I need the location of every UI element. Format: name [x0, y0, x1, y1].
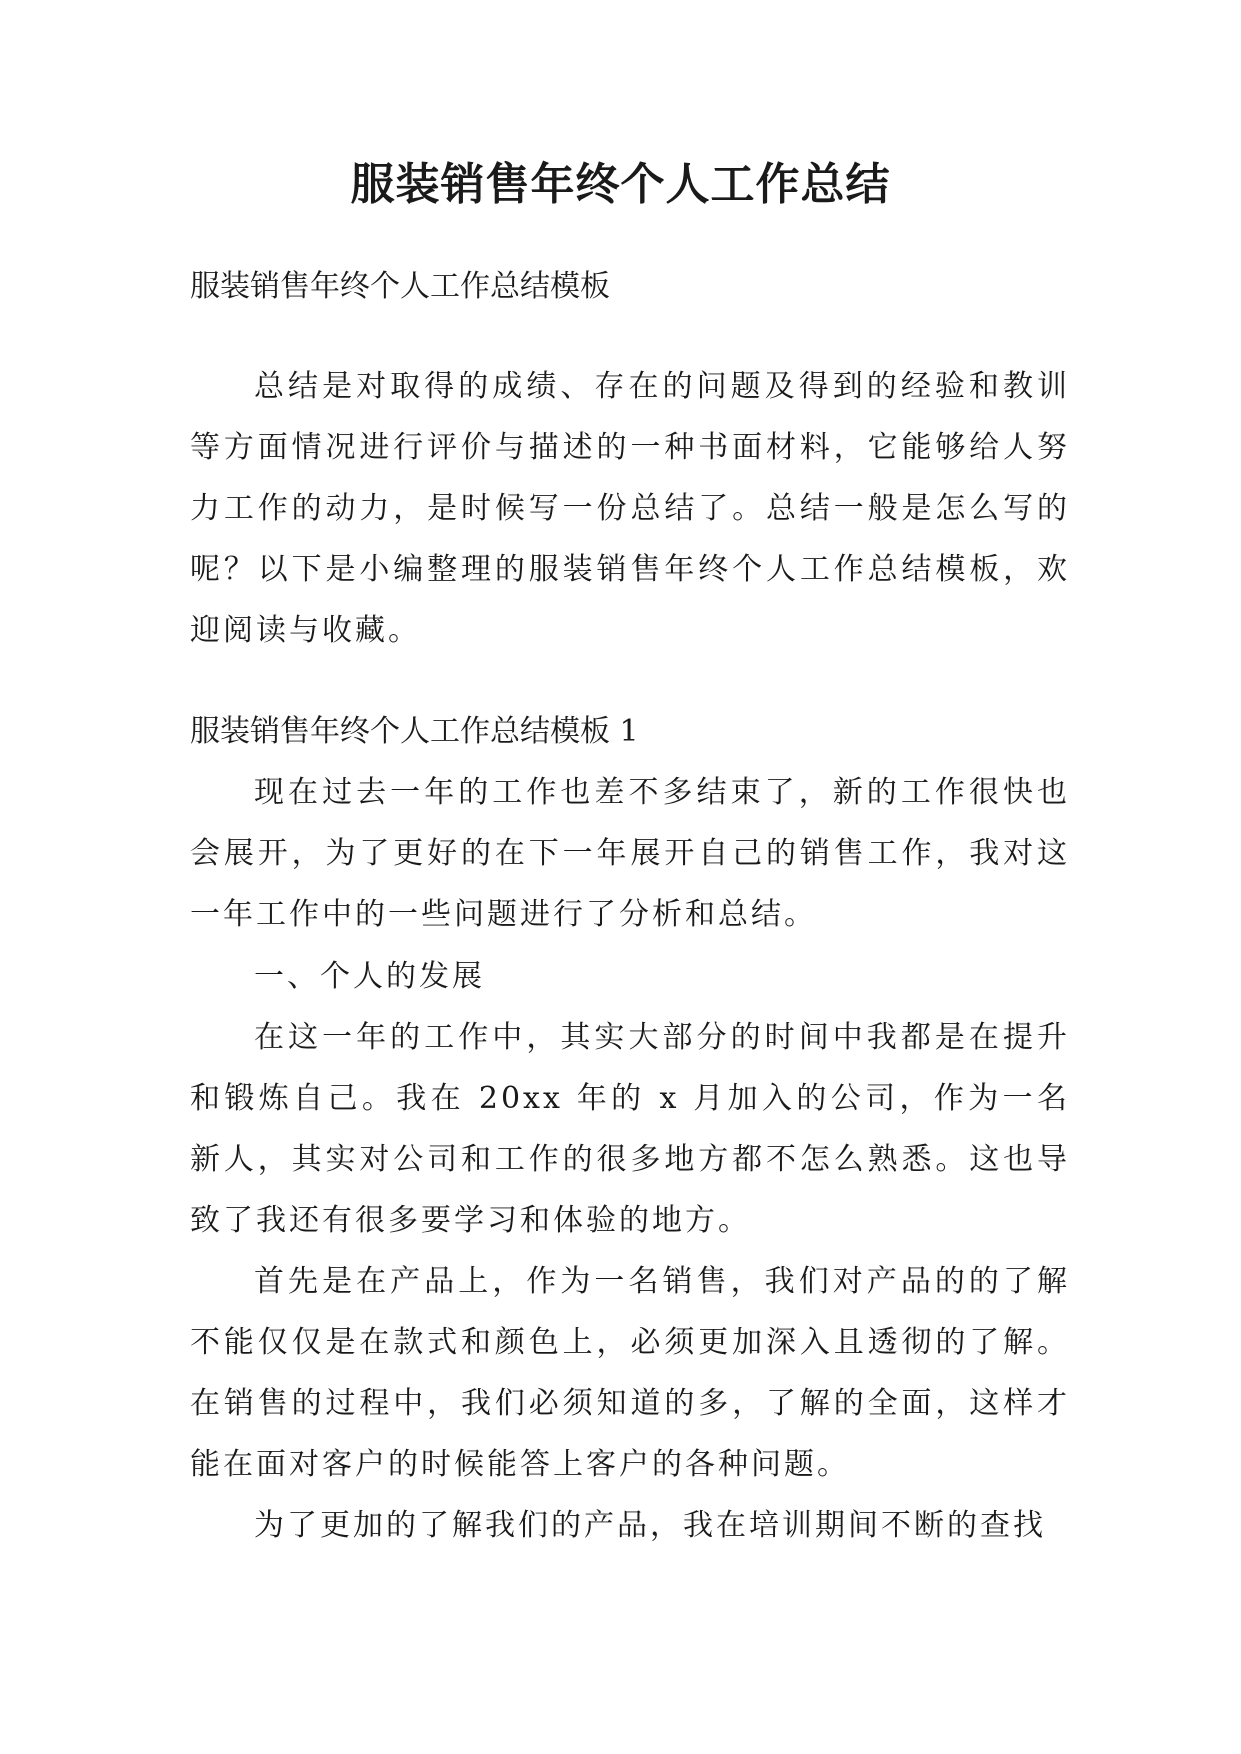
document-subtitle: 服装销售年终个人工作总结模板: [190, 269, 610, 304]
body-paragraph-4: 为了更加的了解我们的产品，我在培训期间不断的查找: [254, 1508, 1046, 1543]
section-heading: 服装销售年终个人工作总结模板 1: [190, 714, 639, 749]
subheading-personal-development: 一、个人的发展: [254, 959, 485, 994]
body-paragraph-2: 在这一年的工作中，其实大部分的时间中我都是在提升和锻炼自己。我在 20xx 年的 x 月加入的公司，作为一名新人，其实对公司和工作的很多地方都不怎么熟悉。这也导致了我还有很多要学习和体验的地方。: [190, 1020, 1070, 1238]
intro-paragraph: 总结是对取得的成绩、存在的问题及得到的经验和教训等方面情况进行评价与描述的一种书面材料，它能够给人努力工作的动力，是时候写一份总结了。总结一般是怎么写的呢？以下是小编整理的服装销售年终个人工作总结模板，欢迎阅读与收藏。: [190, 369, 1070, 648]
body-paragraph-1: 现在过去一年的工作也差不多结束了，新的工作很快也会展开，为了更好的在下一年展开自己的销售工作，我对这一年工作中的一些问题进行了分析和总结。: [190, 775, 1070, 932]
body-paragraph-3: 首先是在产品上，作为一名销售，我们对产品的的了解不能仅仅是在款式和颜色上，必须更加深入且透彻的了解。在销售的过程中，我们必须知道的多，了解的全面，这样才能在面对客户的时候能答上客户的各种问题。: [190, 1264, 1070, 1482]
document-title: 服装销售年终个人工作总结: [350, 159, 891, 210]
